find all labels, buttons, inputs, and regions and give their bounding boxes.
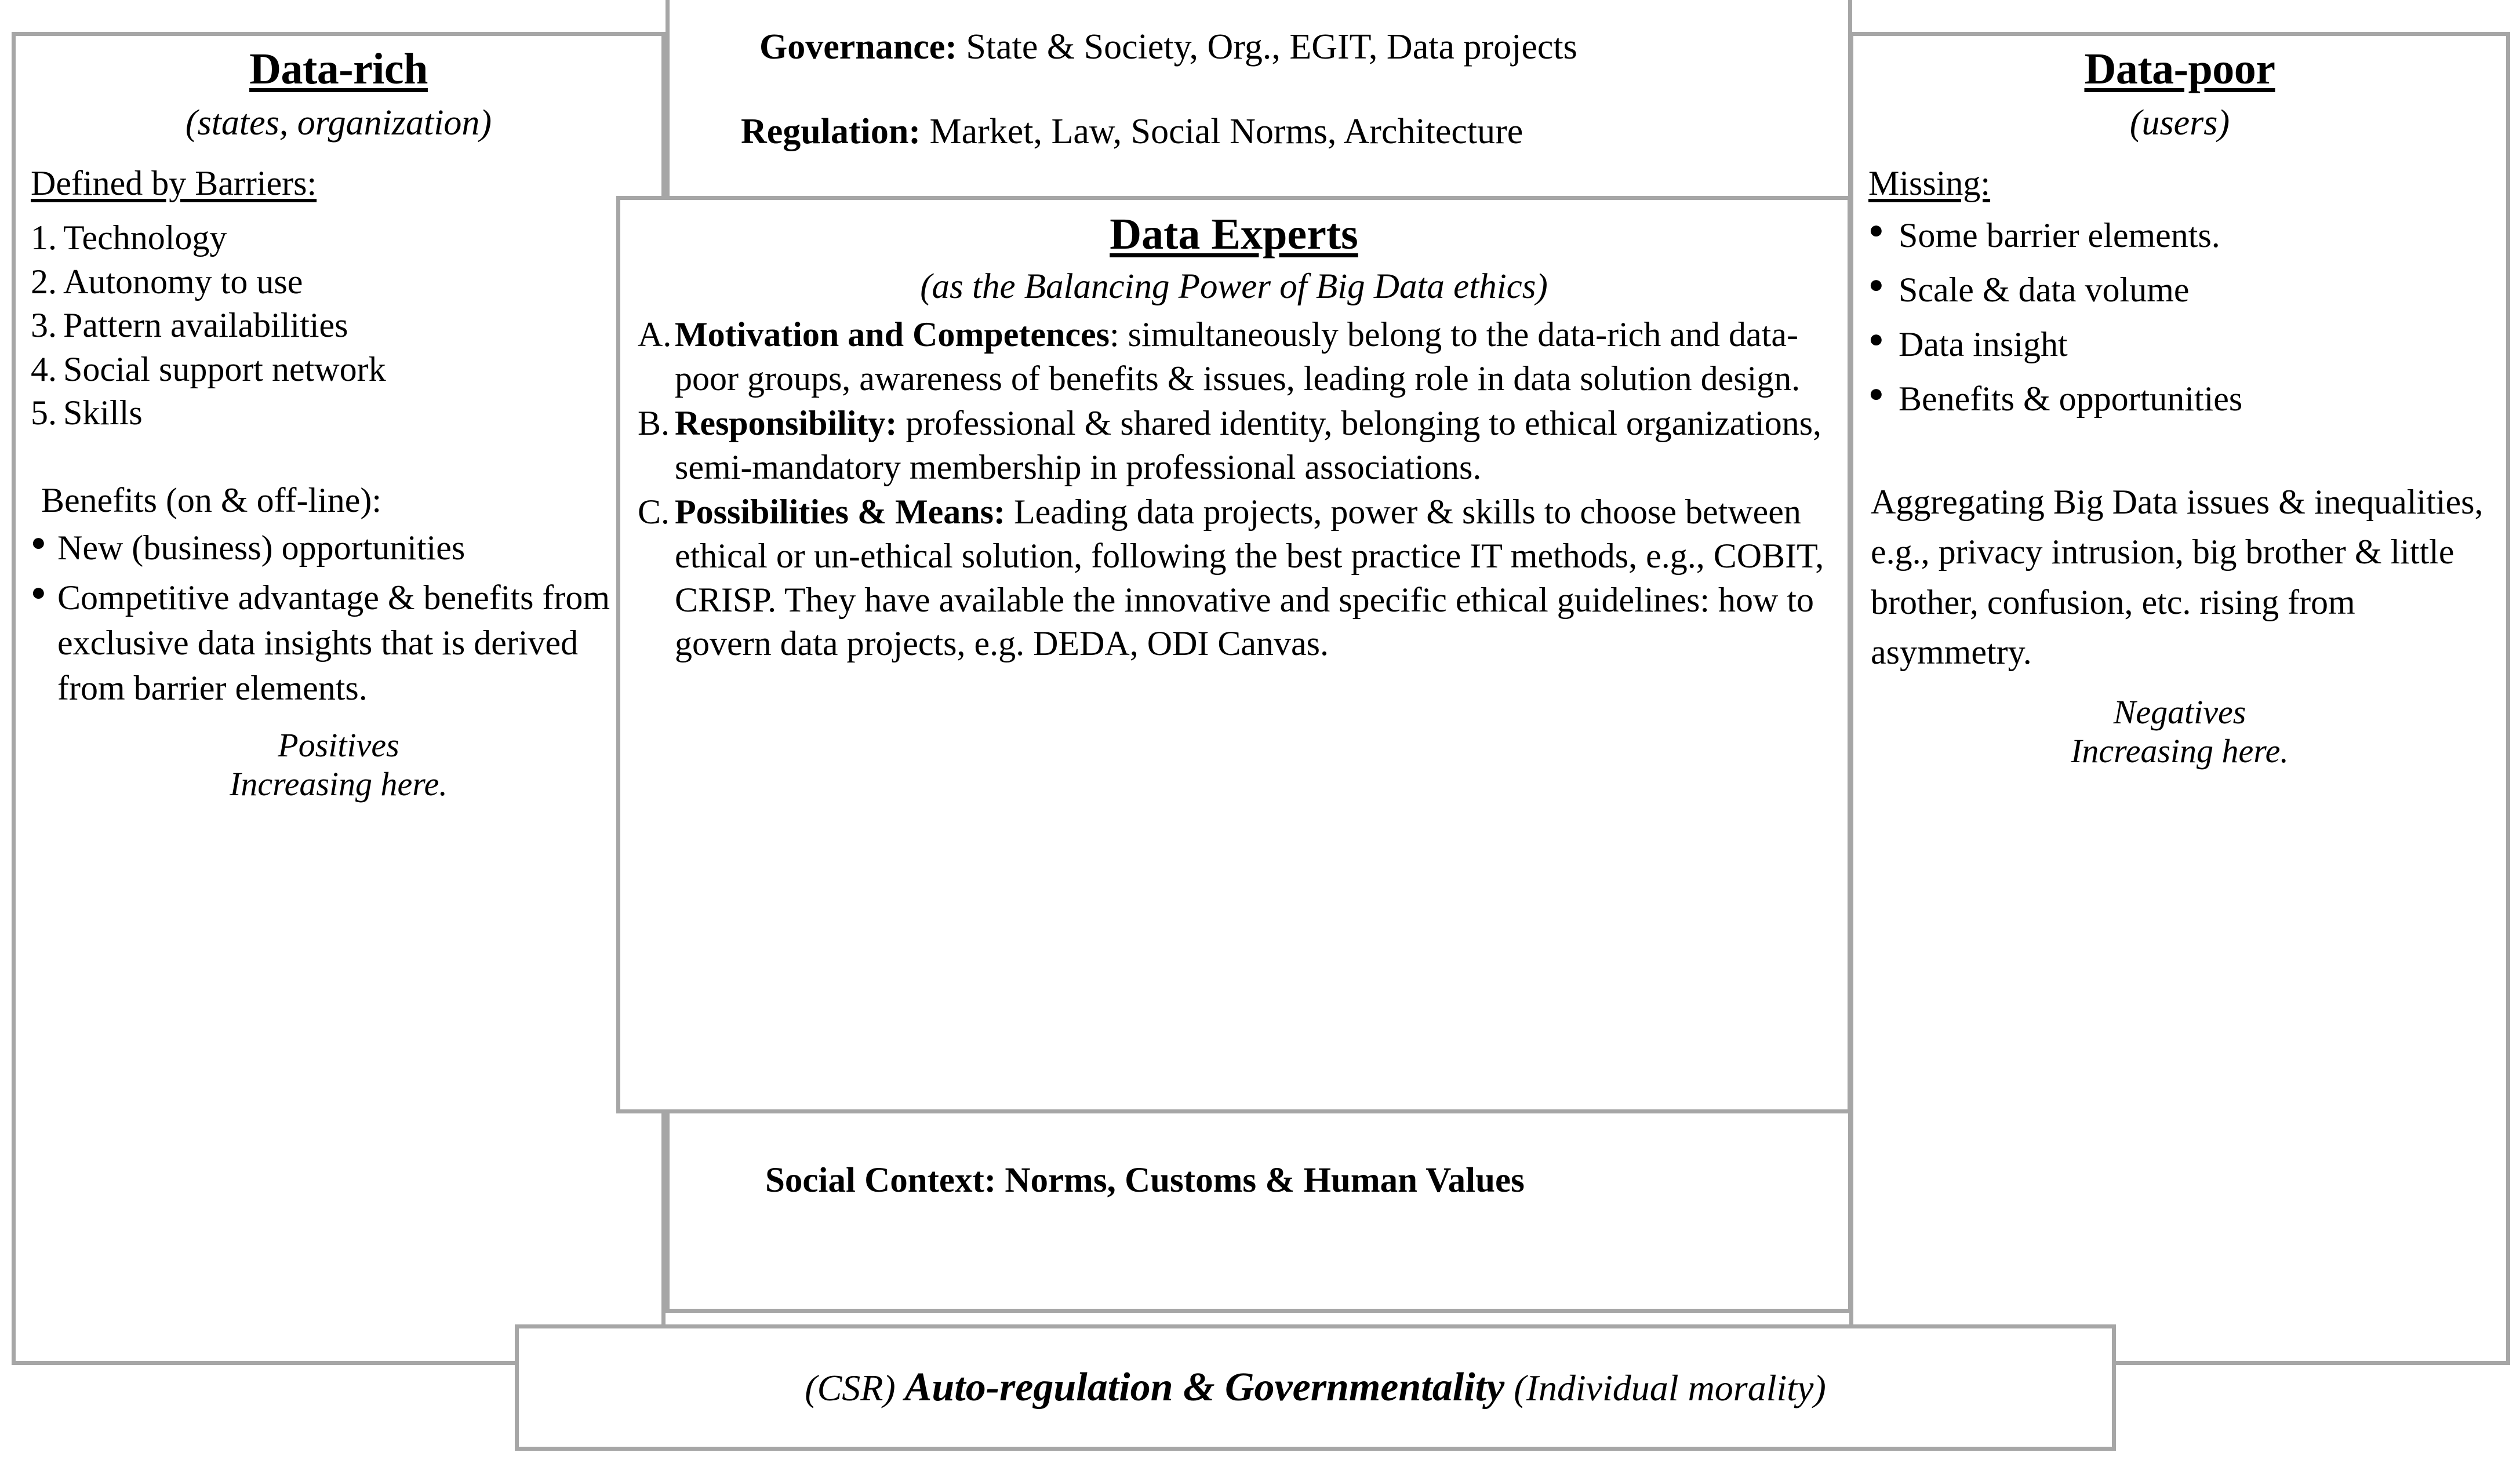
list-text: Social support network — [63, 350, 386, 388]
data-experts-list — [638, 313, 1830, 666]
list-number: 3. — [31, 306, 57, 345]
list-text: Data insight — [1899, 325, 2068, 363]
list-item — [638, 490, 1830, 665]
list-text: Competitive advantage & benefits from exclusive data insights that is derived from barrier elements. — [57, 578, 610, 707]
data-experts-title: Data Experts — [1110, 210, 1358, 259]
bullet-icon: ● — [31, 577, 46, 606]
missing-list — [1868, 213, 2491, 421]
list-item — [31, 216, 646, 260]
list-item — [1868, 376, 2491, 421]
list-text: Skills — [63, 394, 143, 432]
data-experts-subtitle: (as the Balancing Power of Big Data ethics) — [920, 267, 1548, 306]
list-item — [1868, 267, 2491, 312]
bullet-icon: ● — [1868, 325, 1884, 353]
list-item — [31, 260, 646, 304]
list-lead: Possibilities & Means: — [675, 493, 1005, 532]
negatives-trend-line-1: Negatives — [2113, 693, 2246, 731]
missing-label: Missing: — [1868, 164, 1991, 202]
list-number: 2. — [31, 262, 57, 301]
list-body — [675, 402, 1830, 489]
list-text: Benefits & opportunities — [1899, 380, 2243, 418]
negatives-trend-note — [1868, 693, 2491, 771]
regulation-label: Regulation: — [741, 112, 921, 151]
governance-line — [759, 29, 1577, 65]
positives-trend-note — [31, 726, 646, 804]
list-body — [675, 313, 1830, 401]
social-context-label: Social Context: Norms, Customs & Human Values — [765, 1161, 1525, 1200]
regulation-text: Market, Law, Social Norms, Architecture — [921, 112, 1523, 151]
data-rich-panel — [12, 32, 666, 1365]
list-lead: Responsibility: — [675, 404, 897, 443]
csr-text — [805, 1364, 1826, 1411]
bullet-icon: ● — [1868, 216, 1884, 244]
list-lead: Motivation and Competences — [675, 315, 1110, 354]
list-item — [31, 575, 646, 711]
benefits-list — [31, 525, 646, 711]
list-rest: Leading data projects, power & skills to choose between ethical or un-ethical solution, following the best practice IT methods, e.g., COBIT, CRISP. They have available the innovative and specific ethical guidelines: how to govern data projects, e.g. DEDA, ODI Canvas. — [675, 493, 1824, 663]
aggregating-paragraph: Aggregating Big Data issues & inequalities, e.g., privacy intrusion, big brother & little brother, confusion, etc. rising from asymmetry. — [1871, 483, 2483, 672]
list-text: Technology — [63, 219, 227, 257]
bullet-icon: ● — [1868, 270, 1884, 299]
positives-trend-line-1: Positives — [278, 726, 399, 764]
list-item — [638, 402, 1830, 489]
list-number: 5. — [31, 394, 57, 432]
list-item — [31, 525, 646, 570]
list-text: Some barrier elements. — [1899, 216, 2220, 254]
list-body — [675, 490, 1830, 665]
list-rest: : simultaneously belong to the data-rich and data-poor groups, awareness of benefits & issues, leading role in data solution design. — [675, 315, 1801, 398]
list-text: Scale & data volume — [1899, 271, 2190, 309]
data-poor-panel — [1849, 32, 2510, 1365]
csr-main: Auto-regulation & Governmentality — [904, 1365, 1505, 1410]
negatives-trend-line-2: Increasing here. — [2071, 731, 2289, 770]
list-item — [31, 391, 646, 435]
csr-bar — [515, 1324, 2116, 1451]
data-poor-title: Data-poor — [2084, 45, 2275, 93]
barrier-list — [31, 216, 646, 435]
list-rest: professional & shared identity, belonging to ethical organizations, semi-mandatory membership in professional associations. — [675, 404, 1822, 486]
data-experts-panel — [616, 196, 1852, 1113]
list-text: New (business) opportunities — [57, 528, 466, 567]
list-letter: A. — [638, 315, 672, 354]
data-rich-subtitle: (states, organization) — [185, 103, 492, 143]
bullet-icon: ● — [1868, 379, 1884, 407]
list-item — [31, 348, 646, 392]
regulation-line — [741, 114, 1523, 150]
governance-label: Governance: — [759, 27, 957, 67]
list-item — [638, 313, 1830, 401]
list-text: Autonomy to use — [63, 262, 303, 301]
list-text: Pattern availabilities — [63, 306, 348, 345]
list-letter: B. — [638, 404, 670, 443]
list-item — [31, 304, 646, 348]
data-poor-subtitle: (users) — [2129, 103, 2230, 143]
list-item — [1868, 322, 2491, 367]
list-number: 4. — [31, 350, 57, 388]
data-rich-title: Data-rich — [249, 45, 428, 93]
positives-trend-line-2: Increasing here. — [230, 765, 448, 803]
list-letter: C. — [638, 493, 670, 532]
list-item — [1868, 213, 2491, 258]
governance-text: State & Society, Org., EGIT, Data projects — [957, 27, 1577, 67]
bullet-icon: ● — [31, 527, 46, 556]
list-number: 1. — [31, 219, 57, 257]
defined-by-barriers-label: Defined by Barriers: — [31, 164, 317, 202]
csr-lead: (CSR) — [805, 1367, 905, 1408]
benefits-heading: Benefits (on & off-line): — [41, 480, 382, 519]
csr-tail: (Individual morality) — [1504, 1367, 1826, 1408]
